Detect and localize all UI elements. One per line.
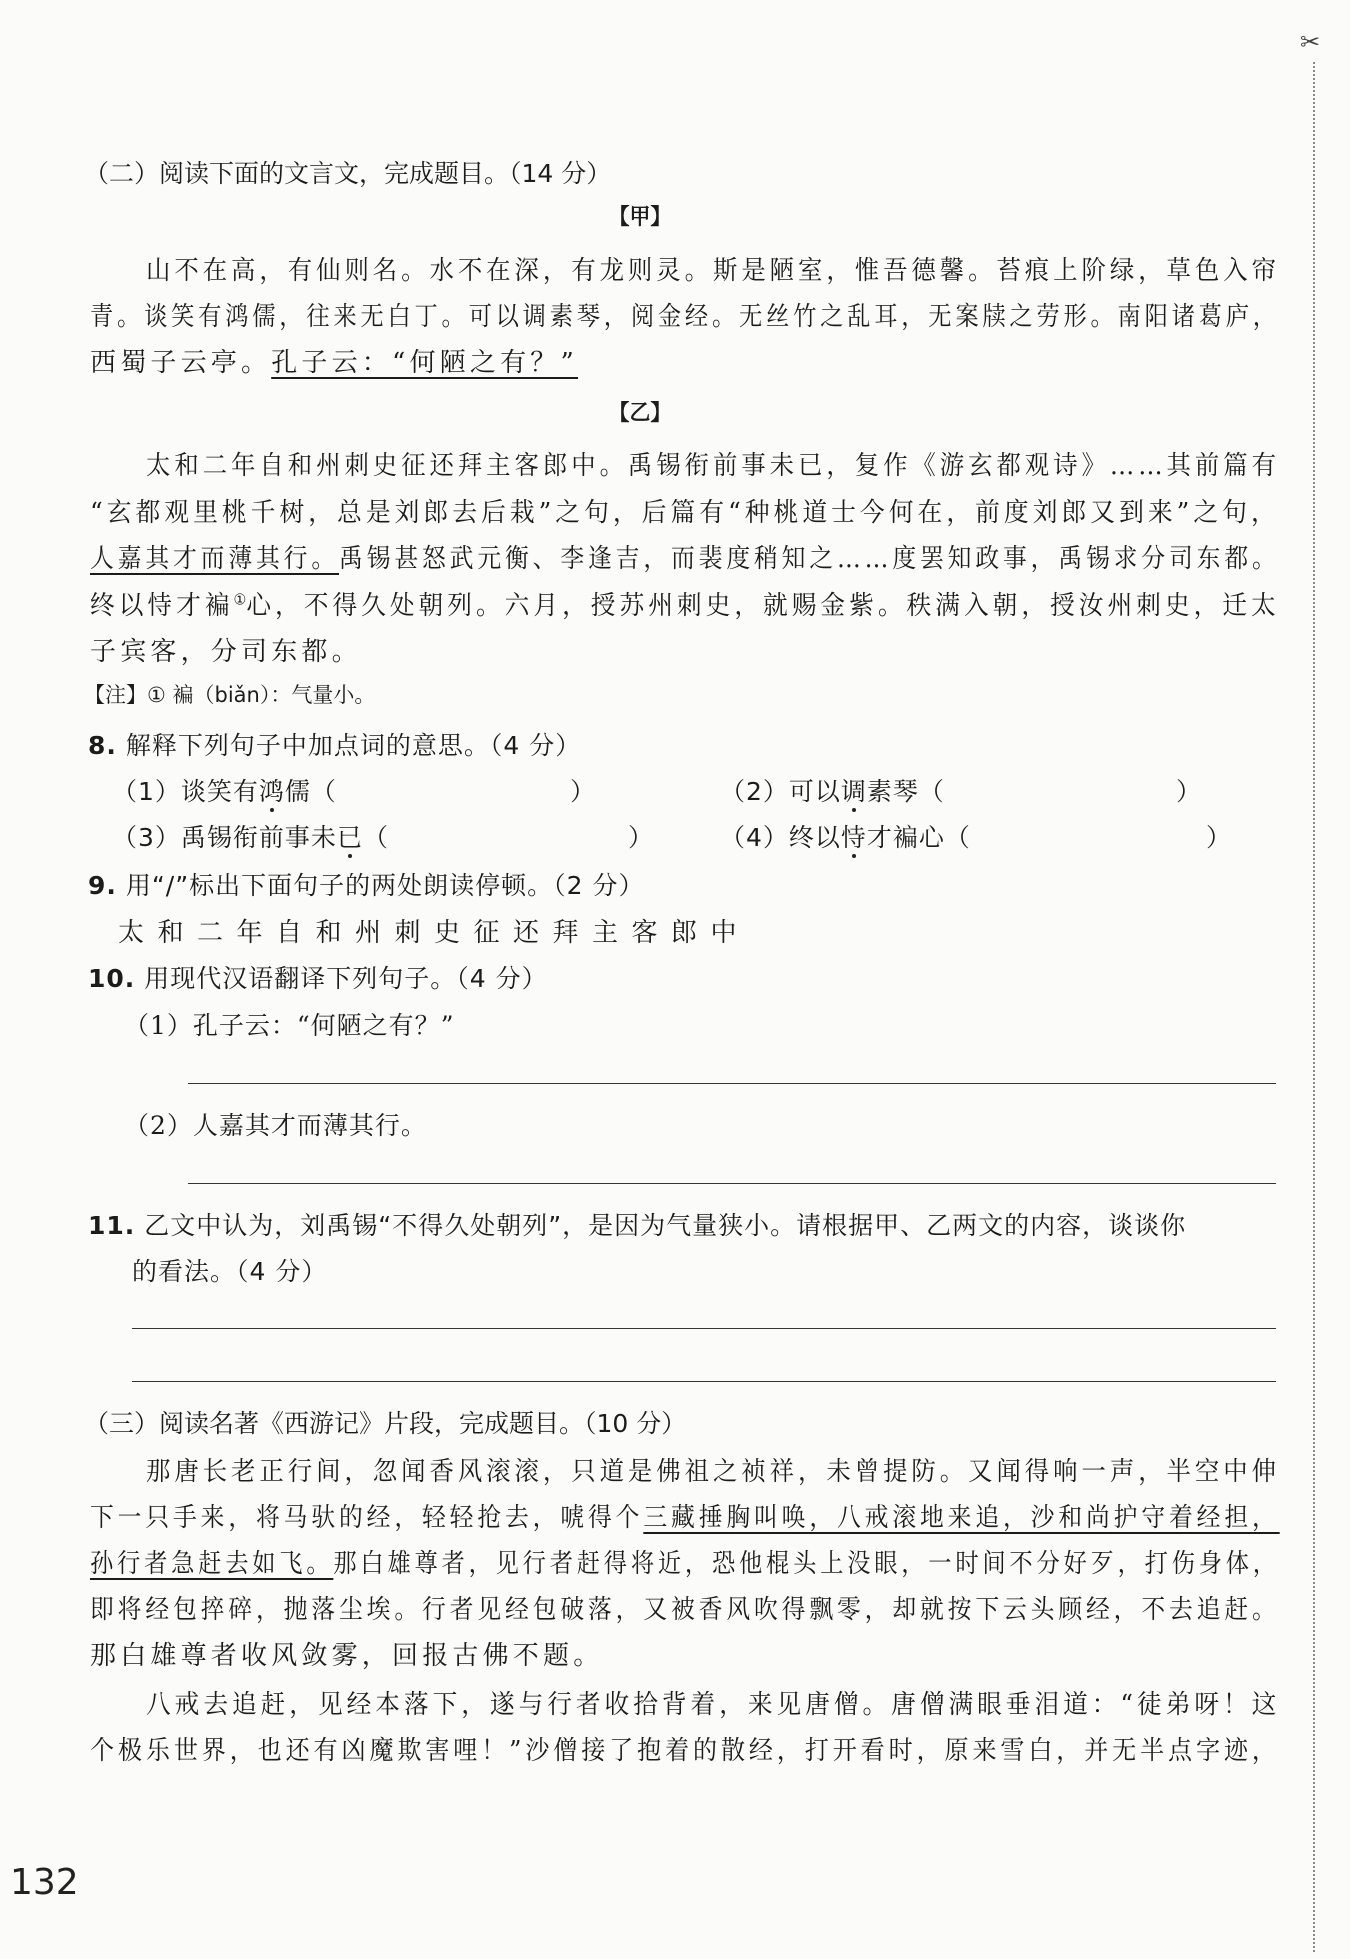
q8-item-1-post: 儒（ bbox=[284, 777, 337, 806]
footnote-marker: ① bbox=[233, 590, 247, 609]
s3-p1-line-5: 那白雄尊者收风敛雾，回报古佛不题。 bbox=[90, 1641, 604, 1671]
yi-line-4-text-b: 心，不得久处朝列。六月，授苏州刺史，就赐金紫。秩满入朝，授汝州刺史，迁太 bbox=[246, 591, 1280, 621]
q8-item-3-post: （ bbox=[362, 823, 389, 852]
q9-title-text: 用“/”标出下面句子的两处朗读停顿。（2 分） bbox=[125, 871, 645, 900]
q8-item-4-close: ） bbox=[1206, 823, 1233, 852]
q11-answer-line-2[interactable] bbox=[132, 1381, 1276, 1382]
section2-heading: （二）阅读下面的文言文，完成题目。（14 分） bbox=[84, 159, 612, 188]
q11-title-text: 乙文中认为，刘禹锡“不得久处朝列”，是因为气量狭小。请根据甲、乙两文的内容，谈谈你 bbox=[144, 1211, 1187, 1240]
yi-line-3 bbox=[90, 538, 1280, 575]
s3-p1-line-2 bbox=[90, 1497, 1280, 1534]
q10-number: 10. bbox=[88, 964, 136, 993]
yi-line-5: 子宾客，分司东都。 bbox=[90, 637, 362, 667]
scissors-icon: ✂ bbox=[1300, 28, 1321, 56]
s3-p1-line-1: 那唐长老正行间，忽闻香风滚滚，只道是佛祖之祯祥，未曾提防。又闻得响一声，半空中伸 bbox=[146, 1457, 1280, 1487]
q10-item-2: （2）人嘉其才而薄其行。 bbox=[124, 1111, 427, 1140]
q8-item-4 bbox=[720, 818, 971, 854]
cut-line bbox=[1313, 62, 1315, 1952]
underlined-sentence-yi: 人嘉其才而薄其行。 bbox=[90, 544, 340, 574]
q11-number: 11. bbox=[88, 1211, 136, 1240]
q8-item-2-pre: （2）可以 bbox=[720, 777, 841, 806]
q8-item-3-mid: 未 bbox=[310, 823, 337, 852]
q9-number: 9. bbox=[88, 871, 117, 900]
q10-answer-line-2[interactable] bbox=[188, 1183, 1276, 1184]
yi-line-3-text: 禹锡甚怒武元衡、李逢吉，而裴度稍知之……度罢知政事，禹锡求分司东都。 bbox=[339, 544, 1280, 574]
q9-sentence: 太和二年自和州刺史征还拜主客郎中 bbox=[118, 918, 751, 948]
underlined-sentence-jia: 孔子云：“何陋之有？” bbox=[271, 348, 578, 378]
q8-item-1-close: ） bbox=[570, 777, 597, 806]
q8-item-2-post: 素琴（ bbox=[866, 777, 945, 806]
q8-item-2-dotted-word: 调 bbox=[840, 777, 867, 806]
yi-line-1: 太和二年自和州刺史征还拜主客郎中。禹锡衔前事未已，复作《游玄都观诗》……其前篇有 bbox=[146, 451, 1280, 481]
q10-title bbox=[88, 959, 548, 995]
q11-line-2: 的看法。（4 分） bbox=[132, 1257, 328, 1286]
q8-item-2 bbox=[720, 772, 945, 808]
q11-answer-line-1[interactable] bbox=[132, 1328, 1276, 1329]
s3-p1-line-3 bbox=[90, 1543, 1280, 1580]
q8-item-3-pre: （3）禹锡衔前事 bbox=[112, 823, 311, 852]
s3-p1-line-2-text: 下一只手来，将马驮的经，轻轻抢去，唬得个 bbox=[90, 1503, 644, 1533]
s3-p2-line-2: 个极乐世界，也还有凶魔欺害哩！”沙僧接了抱着的散经，打开看时，原来雪白，并无半点字迹， bbox=[90, 1736, 1280, 1766]
q8-item-4-dotted-word: 恃 bbox=[840, 823, 867, 852]
yi-label: 【乙】 bbox=[608, 401, 672, 426]
q10-title-text: 用现代汉语翻译下列句子。（4 分） bbox=[144, 964, 548, 993]
q8-item-1-dotted-word: 鸿 bbox=[258, 777, 285, 806]
s3-p1-line-3-text: 那白雄尊者，见行者赶得将近，恐他棍头上没眼，一时间不分好歹，打伤身体， bbox=[333, 1549, 1280, 1579]
q8-item-2-close: ） bbox=[1176, 777, 1203, 806]
q8-item-3-close: ） bbox=[628, 823, 655, 852]
jia-line-2: 青。谈笑有鸿儒，往来无白丁。可以调素琴，阅金经。无丝竹之乱耳，无案牍之劳形。南阳诸葛庐， bbox=[90, 302, 1280, 332]
q8-item-3-dotted-word: 已 bbox=[336, 823, 363, 852]
footnote: 【注】① 褊（biǎn）：气量小。 bbox=[84, 683, 376, 707]
q8-item-4-pre: （4）终以 bbox=[720, 823, 841, 852]
s3-underlined-text-b: 孙行者急赶去如飞。 bbox=[90, 1549, 334, 1579]
yi-line-4 bbox=[90, 585, 1280, 622]
s3-underlined-text-a: 三藏捶胸叫唤，八戒滚地来追，沙和尚护守着经担， bbox=[643, 1503, 1280, 1533]
q11-line-1 bbox=[88, 1206, 1186, 1242]
jia-line-3-text: 西蜀子云亭。 bbox=[90, 348, 272, 378]
jia-label: 【甲】 bbox=[608, 205, 672, 230]
q8-title-text: 解释下列句子中加点词的意思。（4 分） bbox=[125, 731, 582, 760]
q10-answer-line-1[interactable] bbox=[188, 1083, 1276, 1084]
q8-number: 8. bbox=[88, 731, 117, 760]
yi-line-2: “玄都观里桃千树，总是刘郎去后栽”之句，后篇有“种桃道士今何在，前度刘郎又到来”之句， bbox=[90, 498, 1280, 528]
q8-item-1 bbox=[112, 772, 337, 808]
q10-item-1: （1）孔子云：“何陋之有？” bbox=[124, 1011, 455, 1040]
section3-heading: （三）阅读名著《西游记》片段，完成题目。（10 分） bbox=[84, 1409, 687, 1438]
yi-line-4-text-a: 终以恃才褊 bbox=[90, 591, 234, 621]
s3-p1-line-4: 即将经包捽碎，抛落尘埃。行者见经包破落，又被香风吹得飘零，却就按下云头顾经，不去追赶。 bbox=[90, 1595, 1280, 1625]
q9-title bbox=[88, 866, 645, 902]
jia-line-1: 山不在高，有仙则名。水不在深，有龙则灵。斯是陋室，惟吾德馨。苔痕上阶绿，草色入帘 bbox=[146, 256, 1280, 286]
q8-item-1-pre: （1）谈笑有 bbox=[112, 777, 259, 806]
q8-title bbox=[88, 726, 581, 762]
page-number: 132 bbox=[10, 1862, 79, 1903]
q8-item-3 bbox=[112, 818, 389, 854]
q8-item-4-post: 才褊心（ bbox=[866, 823, 971, 852]
s3-p2-line-1: 八戒去追赶，见经本落下，遂与行者收拾背着，来见唐僧。唐僧满眼垂泪道：“徒弟呀！这 bbox=[146, 1690, 1281, 1720]
jia-line-3 bbox=[90, 342, 578, 379]
